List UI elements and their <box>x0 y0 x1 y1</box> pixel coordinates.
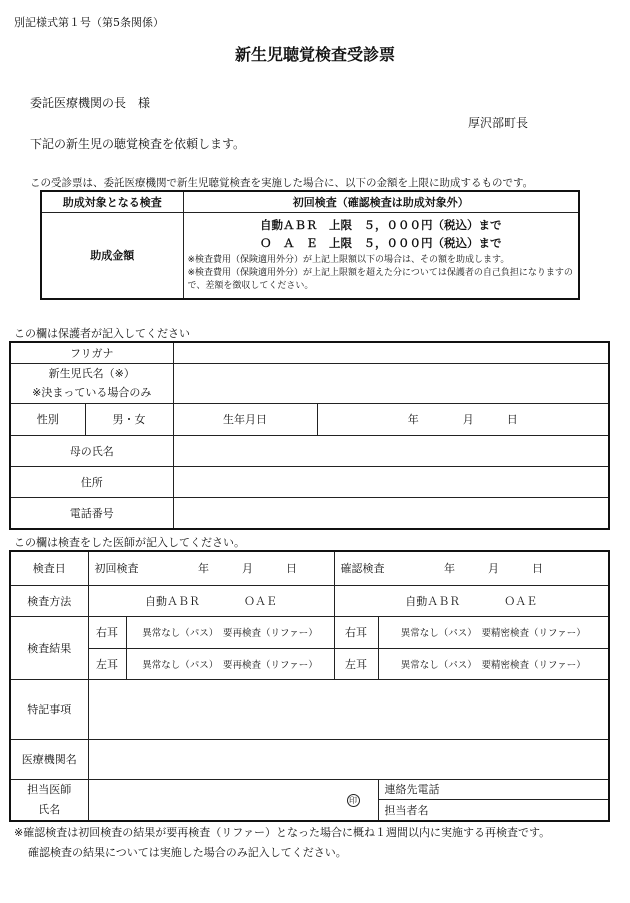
first-right-ear-label: 右耳 <box>88 616 126 648</box>
address-field[interactable] <box>173 466 609 497</box>
subsidy-note-1: ※検査費用（保険適用外分）が上記上限額以下の場合は、その額を助成します。 <box>187 254 510 265</box>
furigana-field[interactable] <box>173 342 609 363</box>
newborn-name-field[interactable] <box>173 363 609 403</box>
doctor-name-label-line1: 担当医師 <box>27 782 72 796</box>
institution-field[interactable] <box>88 739 609 779</box>
request-text: 下記の新生児の聴覚検査を依頼します。 <box>30 137 246 151</box>
confirm-right-ear-label: 右耳 <box>334 616 378 648</box>
mother-name-field[interactable] <box>173 435 609 466</box>
subsidy-row-label: 助成金額 <box>41 212 183 299</box>
form-number: 別記様式第１号（第5条関係） <box>14 16 164 29</box>
footer-note-1: ※確認検査は初回検査の結果が要再検査（リファー）となった場合に概ね１週間以内に実施する再検査です。 <box>14 826 551 839</box>
confirm-exam-date-format: 年 月 日 <box>444 562 543 576</box>
person-in-charge-field[interactable] <box>378 800 609 821</box>
issuer: 厚沢部町長 <box>468 116 529 130</box>
first-method-options[interactable]: 自動ＡＢＲ ＯＡＥ <box>88 585 334 616</box>
doctor-name-field[interactable] <box>88 779 378 821</box>
contact-phone-field[interactable] <box>378 779 609 800</box>
doctor-name-label <box>10 779 88 821</box>
doctor-table <box>9 550 610 822</box>
subsidy-col2-header: 初回検査（確認検査は助成対象外） <box>183 191 579 212</box>
method-label: 検査方法 <box>10 585 88 616</box>
addressee: 委託医療機関の長 様 <box>30 96 151 110</box>
guardian-table <box>9 341 610 530</box>
intro-text: この受診票は、委託医療機関で新生児聴覚検査を実施した場合に、以下の金額を上限に助成するものです。 <box>30 177 534 189</box>
birth-date-field[interactable]: 年 月 日 <box>317 403 609 435</box>
first-left-ear-label: 左耳 <box>88 648 126 679</box>
sex-options[interactable]: 男・女 <box>85 403 173 435</box>
birth-date-label: 生年月日 <box>173 403 317 435</box>
newborn-name-label <box>10 363 173 403</box>
newborn-name-label-note: ※決まっている場合のみ <box>32 386 152 399</box>
confirm-left-ear-result[interactable]: 異常なし（パス） 要精密検査（リファー） <box>378 648 609 679</box>
footer-note-2: 確認検査の結果については実施した場合のみ記入してください。 <box>28 846 347 859</box>
newborn-name-label-main: 新生児氏名（※） <box>48 367 135 380</box>
subsidy-line-oae: Ｏ Ａ Ｅ 上限 ５，０００円（税込）まで <box>260 235 502 250</box>
subsidy-col1-header: 助成対象となる検査 <box>41 191 183 212</box>
first-exam-date-format: 年 月 日 <box>198 562 297 576</box>
guardian-caption: この欄は保護者が記入してください <box>14 327 190 340</box>
confirm-exam-label: 確認検査 <box>340 562 385 576</box>
confirm-right-ear-result[interactable]: 異常なし（パス） 要精密検査（リファー） <box>378 616 609 648</box>
exam-date-label: 検査日 <box>10 551 88 585</box>
subsidy-line-abr: 自動ＡＢＲ 上限 ５，０００円（税込）まで <box>260 217 502 232</box>
remarks-label: 特記事項 <box>10 679 88 739</box>
first-left-ear-result[interactable]: 異常なし（パス） 要再検査（リファー） <box>126 648 334 679</box>
result-label: 検査結果 <box>10 616 88 679</box>
phone-field[interactable] <box>173 497 609 529</box>
subsidy-note-2: ※検査費用（保険適用外分）が上記上限額を超えた分については保護者の自己負担になりますので、差額を徴収してください。 <box>187 267 573 291</box>
furigana-label: フリガナ <box>10 342 173 363</box>
remarks-field[interactable] <box>88 679 609 739</box>
doctor-caption: この欄は検査をした医師が記入してください。 <box>14 536 245 549</box>
person-in-charge-label: 担当者名 <box>384 803 429 817</box>
first-exam-date[interactable] <box>88 551 334 585</box>
institution-label: 医療機関名 <box>10 739 88 779</box>
address-label: 住所 <box>10 466 173 497</box>
mother-name-label: 母の氏名 <box>10 435 173 466</box>
sex-label: 性別 <box>10 403 85 435</box>
first-right-ear-result[interactable]: 異常なし（パス） 要再検査（リファー） <box>126 616 334 648</box>
subsidy-table <box>40 190 580 300</box>
confirm-exam-date[interactable] <box>334 551 609 585</box>
confirm-method-options[interactable]: 自動ＡＢＲ ＯＡＥ <box>334 585 609 616</box>
confirm-left-ear-label: 左耳 <box>334 648 378 679</box>
page-title: 新生児聴覚検査受診票 <box>234 45 395 64</box>
contact-phone-label: 連絡先電話 <box>384 783 440 797</box>
first-exam-label: 初回検査 <box>94 562 139 576</box>
subsidy-amount-cell <box>183 212 579 299</box>
seal-mark: 印 <box>347 794 360 807</box>
phone-label: 電話番号 <box>10 497 173 529</box>
doctor-name-label-line2: 氏名 <box>38 802 61 816</box>
